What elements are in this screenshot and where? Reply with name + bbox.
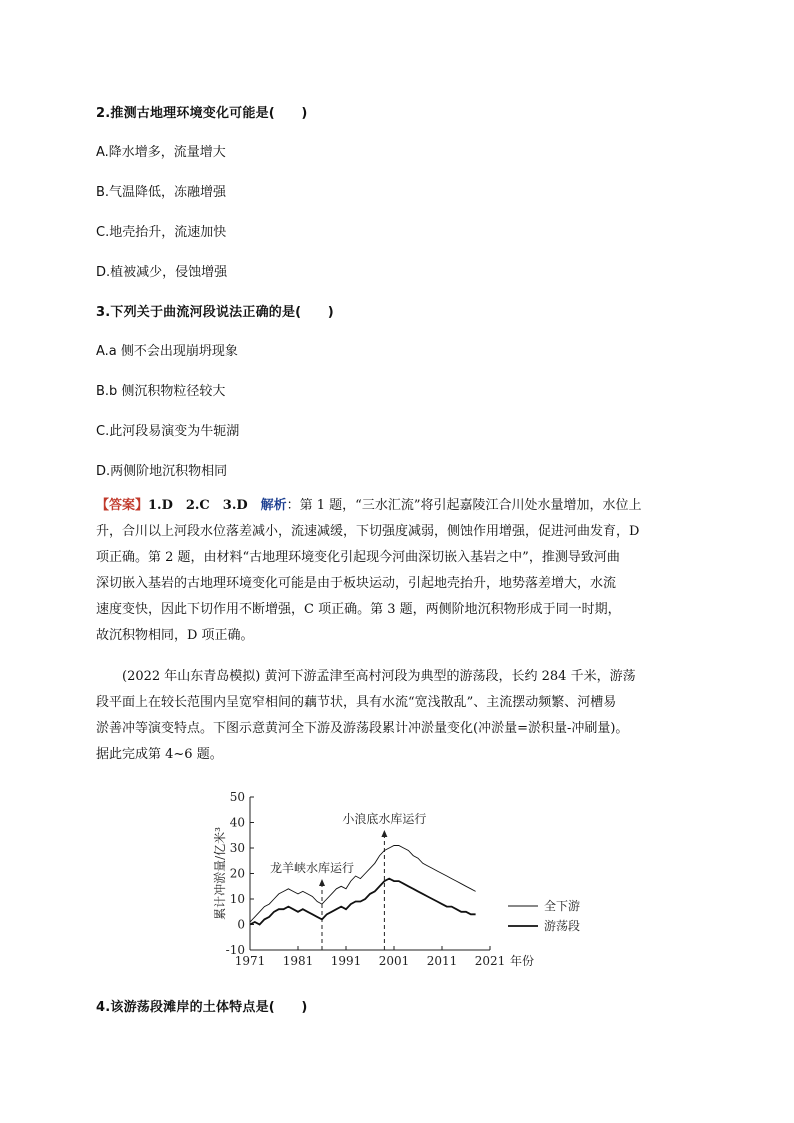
series-line-1	[250, 846, 476, 923]
material-line-2: 段平面上在较长范围内呈宽窄相间的藕节状，具有水流“宽浅散乱”、主流摆动频繁、河槽易	[96, 695, 617, 710]
analysis-text-5: 速度变快，因此下切作用不断增强，C 项正确。第 3 题，两侧阶地沉积物形成于同一时期，	[96, 602, 621, 617]
q2-option-c: C.地壳抬升，流速加快	[96, 225, 227, 240]
q2-option-d: D.植被减少，侵蚀增强	[96, 265, 228, 280]
y-axis-label: 累计冲淤量/亿米³	[213, 827, 227, 920]
material-line-1: (2022 年山东青岛模拟) 黄河下游孟津至高村河段为典型的游荡段，长约 284 千米，游荡	[122, 669, 636, 684]
analysis-text-2: 升，合川以上河段水位落差减小，流速减缓，下切强度减弱，侧蚀作用增强，促进河曲发育，D	[96, 524, 640, 539]
annotation-arrow	[319, 879, 325, 886]
x-axis-label: 年份	[510, 954, 535, 968]
analysis-text-3: 项正确。第 2 题，由材料“古地理环境变化引起现今河曲深切嵌入基岩之中”，推测导致河曲	[96, 550, 620, 565]
annotation-label: 小浪底水库运行	[342, 812, 427, 826]
question-4-stem: 4.该游荡段滩岸的土体特点是( )	[96, 1000, 308, 1015]
y-tick-label: 20	[229, 866, 245, 881]
x-tick-label: 1971	[234, 954, 266, 968]
x-tick-label: 2001	[378, 954, 410, 968]
series-line-2	[250, 879, 476, 925]
x-tick-label: 1981	[282, 954, 314, 968]
analysis-label: 解析	[260, 498, 287, 513]
question-2-stem: 2.推测古地理环境变化可能是( )	[96, 106, 308, 121]
annotation-arrow	[381, 830, 387, 837]
answer-tag: 【答案】	[96, 498, 149, 513]
analysis-text-6: 故沉积物相同，D 项正确。	[96, 628, 254, 643]
legend-label: 全下游	[544, 899, 581, 913]
y-tick-label: 10	[229, 892, 245, 906]
answer-block	[96, 493, 716, 649]
answer-keys: 1.D 2.C 3.D	[148, 498, 261, 513]
material-line-3: 淤善冲等演变特点。下图示意黄河全下游及游荡段累计冲淤量变化(冲淤量=淤积量-冲刷量)。	[96, 721, 629, 736]
question-3-stem: 3.下列关于曲流河段说法正确的是( )	[96, 305, 334, 320]
y-tick-label: 30	[229, 841, 245, 855]
annotation-label: 龙羊峡水库运行	[270, 861, 355, 875]
analysis-text-4: 深切嵌入基岩的古地理环境变化可能是由于板块运动，引起地壳抬升，地势落差增大，水流	[96, 576, 617, 591]
y-tick-label: 50	[229, 790, 245, 804]
q3-option-b: B.b 侧沉积物粒径较大	[96, 384, 226, 399]
x-tick-label: 2011	[426, 954, 458, 968]
legend-label: 游荡段	[544, 919, 581, 933]
q3-option-c: C.此河段易演变为牛轭湖	[96, 424, 240, 439]
q3-option-a: A.a 侧不会出现崩坍现象	[96, 344, 238, 359]
answer-line-1	[96, 493, 716, 519]
analysis-text-1: ：第 1 题，“三水汇流”将引起嘉陵江合川处水量增加，水位上	[286, 498, 642, 513]
y-tick-label: 40	[229, 815, 245, 830]
x-tick-label: 2021	[474, 954, 506, 968]
q2-option-b: B.气温降低，冻融增强	[96, 185, 227, 200]
q3-option-d: D.两侧阶地沉积物相同	[96, 464, 228, 479]
y-tick-label: -10	[225, 943, 245, 957]
material-line-4: 据此完成第 4~6 题。	[96, 747, 223, 762]
q2-option-a: A.降水增多，流量增大	[96, 145, 226, 160]
x-tick-label: 1991	[330, 954, 362, 968]
y-tick-label: 0	[237, 917, 245, 932]
material-paragraph	[96, 664, 716, 768]
